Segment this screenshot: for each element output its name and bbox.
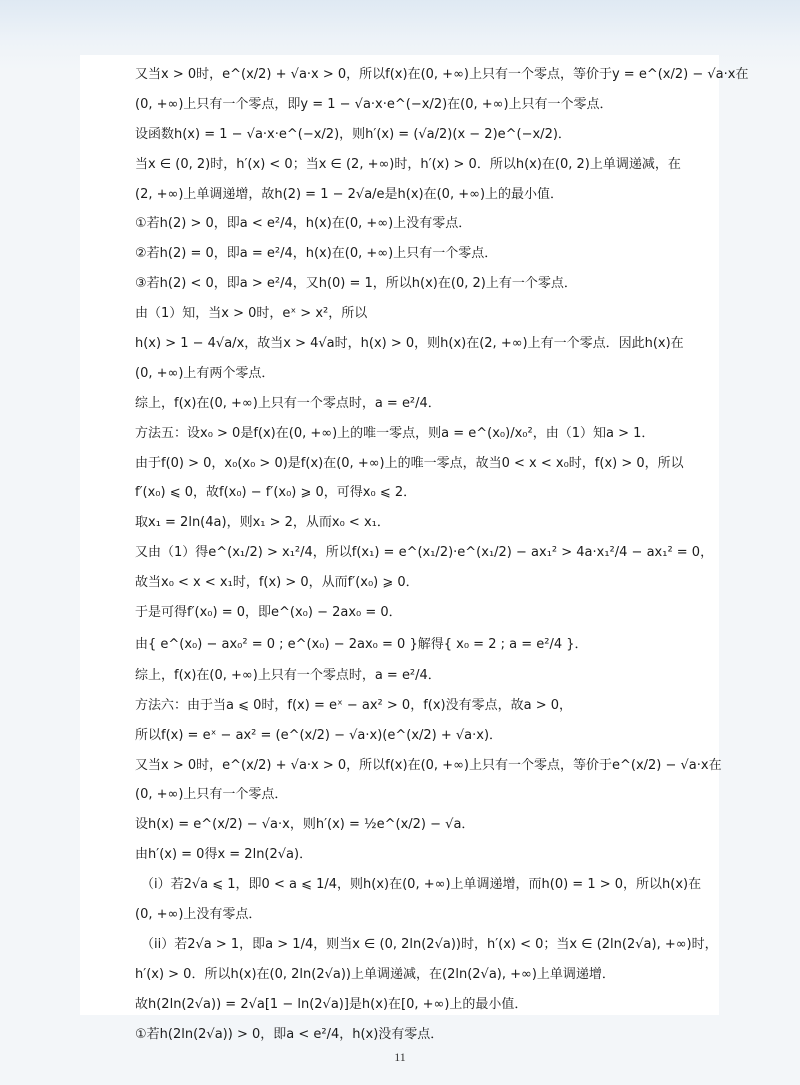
text-line: ①若h(2) > 0，即a < e²/4，h(x)在(0, +∞)上没有零点．: [135, 216, 472, 232]
text-line: ①若h(2ln(2√a)) > 0，即a < e²/4，h(x)没有零点．: [135, 1026, 444, 1042]
text-line: 设h(x) = e^(x/2) − √a·x，则h′(x) = ½e^(x/2) − √a．: [135, 817, 475, 833]
text-line: 方法六：由于当a ⩽ 0时，f(x) = eˣ − ax² > 0，f(x)没有零点，故a > 0，: [135, 697, 572, 713]
solution-text: [135, 60, 749, 1050]
text-line: 由（1）知，当x > 0时，eˣ > x²，所以: [135, 306, 368, 322]
text-line: （i）若2√a ⩽ 1，即0 < a ⩽ 1/4，则h(x)在(0, +∞)上单调递增，而h(0) = 1 > 0，所以h(x)在: [141, 877, 702, 893]
text-line: 故h(2ln(2√a)) = 2√a[1 − ln(2√a)]是h(x)在[0, +∞)上的最小值．: [135, 996, 528, 1012]
text-line: 故当x₀ < x < x₁时，f(x) > 0，从而f′(x₀) ⩾ 0．: [135, 575, 419, 591]
page-number: 11: [394, 1050, 406, 1064]
text-line: 取x₁ = 2ln(4a)，则x₁ > 2，从而x₀ < x₁．: [135, 515, 390, 531]
text-line: 综上，f(x)在(0, +∞)上只有一个零点时，a = e²/4．: [135, 667, 441, 683]
text-line: 由于f(0) > 0，x₀(x₀ > 0)是f(x)在(0, +∞)上的唯一零点，故当0 < x < x₀时，f(x) > 0，所以: [135, 455, 684, 471]
text-line: (0, +∞)上只有一个零点．: [135, 787, 288, 803]
text-line: h′(x) > 0．所以h(x)在(0, 2ln(2√a))上单调递减，在(2ln(2√a), +∞)上单调递增．: [135, 966, 615, 982]
text-line: (2, +∞)上单调递增，故h(2) = 1 − 2√a/e是h(x)在(0, +∞)上的最小值．: [135, 186, 564, 202]
text-line: 所以f(x) = eˣ − ax² = (e^(x/2) − √a·x)(e^(x/2) + √a·x)．: [135, 727, 503, 743]
text-line: 又当x > 0时，e^(x/2) + √a·x > 0，所以f(x)在(0, +∞)上只有一个零点，等价于e^(x/2) − √a·x在: [135, 757, 722, 773]
text-line: 又由（1）得e^(x₁/2) > x₁²/4，所以f(x₁) = e^(x₁/2)·e^(x₁/2) − ax₁² > 4a·x₁²/4 − ax₁² = 0，: [135, 545, 714, 561]
text-line: （ii）若2√a > 1，即a > 1/4，则当x ∈ (0, 2ln(2√a))时，h′(x) < 0；当x ∈ (2ln(2√a), +∞)时，: [141, 936, 718, 952]
text-line: (0, +∞)上没有零点．: [135, 907, 262, 923]
text-line: 设函数h(x) = 1 − √a·x·e^(−x/2)，则h′(x) = (√a/2)(x − 2)e^(−x/2)．: [135, 126, 571, 142]
text-line: 由h′(x) = 0得x = 2ln(2√a)．: [135, 847, 313, 863]
text-line: ③若h(2) < 0，即a > e²/4，又h(0) = 1，所以h(x)在(0, 2)上有一个零点．: [135, 276, 577, 292]
text-line: 综上，f(x)在(0, +∞)上只有一个零点时，a = e²/4．: [135, 395, 441, 411]
text-line: 当x ∈ (0, 2)时，h′(x) < 0；当x ∈ (2, +∞)时，h′(x) > 0．所以h(x)在(0, 2)上单调递减，在: [135, 156, 681, 172]
text-line: 又当x > 0时，e^(x/2) + √a·x > 0，所以f(x)在(0, +∞)上只有一个零点，等价于y = e^(x/2) − √a·x在: [135, 67, 749, 82]
text-line: f′(x₀) ⩽ 0，故f(x₀) − f′(x₀) ⩾ 0，可得x₀ ⩽ 2．: [135, 485, 417, 501]
text-line: ②若h(2) = 0，即a = e²/4，h(x)在(0, +∞)上只有一个零点．: [135, 246, 498, 262]
text-line: h(x) > 1 − 4√a/x，故当x > 4√a时，h(x) > 0，则h(x)在(2, +∞)上有一个零点．因此h(x)在: [135, 336, 684, 352]
text-line: (0, +∞)上有两个零点．: [135, 365, 275, 381]
text-line: 于是可得f′(x₀) = 0，即e^(x₀) − 2ax₀ = 0．: [135, 605, 402, 621]
text-line: 方法五：设x₀ > 0是f(x)在(0, +∞)上的唯一零点，则a = e^(x₀)/x₀²，由（1）知a > 1．: [135, 425, 655, 441]
text-line: 由{ e^(x₀) − ax₀² = 0 ; e^(x₀) − 2ax₀ = 0 }解得{ x₀ = 2 ; a = e²/4 }．: [135, 636, 588, 652]
text-line: (0, +∞)上只有一个零点，即y = 1 − √a·x·e^(−x/2)在(0, +∞)上只有一个零点．: [135, 96, 613, 112]
